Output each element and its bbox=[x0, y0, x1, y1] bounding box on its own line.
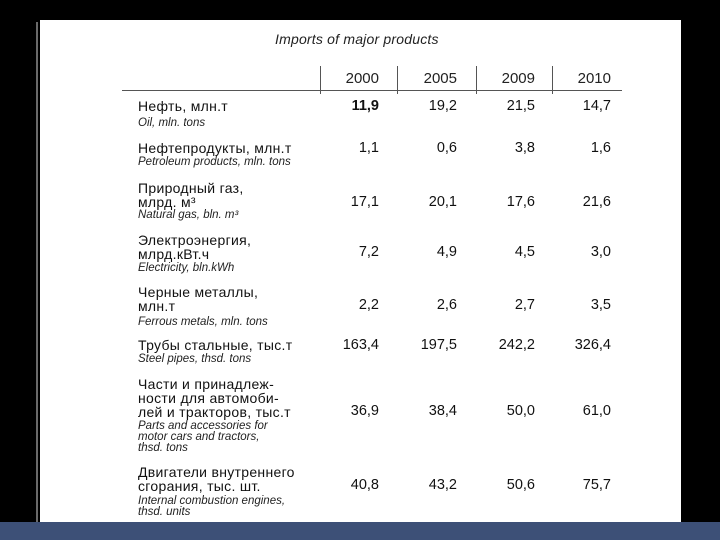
cell-2009: 2,7 bbox=[514, 297, 535, 313]
cell-2005: 0,6 bbox=[436, 140, 457, 156]
cell-2000: 2,2 bbox=[358, 297, 379, 313]
cell-2010: 75,7 bbox=[582, 477, 611, 493]
slide-left-accent bbox=[36, 22, 38, 522]
cell-2005: 20,1 bbox=[428, 194, 457, 210]
row-label-en: Oil, mln. tons bbox=[138, 117, 206, 129]
cell-2010: 21,6 bbox=[582, 194, 611, 210]
row-label-ru: Нефтепродукты, млн.т bbox=[138, 140, 292, 156]
row-label-en: Natural gas, bln. m³ bbox=[138, 209, 239, 221]
cell-2000: 163,4 bbox=[342, 337, 379, 353]
year-header-2010: 2010 bbox=[577, 70, 611, 87]
row-label-ru: Электроэнергия, bbox=[138, 232, 252, 248]
cell-2009: 242,2 bbox=[498, 337, 535, 353]
row-label-en: Steel pipes, thsd. tons bbox=[138, 353, 252, 365]
row-label-en: Petroleum products, mln. tons bbox=[138, 156, 291, 168]
row-label-ru: млрд. м³ bbox=[138, 194, 196, 210]
cell-2010: 14,7 bbox=[582, 98, 611, 114]
row-label-ru: Природный газ, bbox=[138, 180, 244, 196]
cell-2005: 197,5 bbox=[420, 337, 457, 353]
cell-2010: 326,4 bbox=[574, 337, 611, 353]
row-label-ru: млрд.кВт.ч bbox=[138, 246, 210, 262]
row-label-ru: сгорания, тыс. шт. bbox=[138, 478, 261, 494]
row-label-en: thsd. tons bbox=[138, 442, 188, 454]
cell-2010: 3,0 bbox=[590, 244, 611, 260]
row-label-ru: ности для автомоби- bbox=[138, 390, 280, 406]
cell-2005: 19,2 bbox=[428, 98, 457, 114]
cell-2009: 50,0 bbox=[506, 403, 535, 419]
row-label-ru: Части и принадлеж- bbox=[138, 376, 275, 392]
cell-2000: 1,1 bbox=[358, 140, 379, 156]
row-label-en: Parts and accessories for bbox=[138, 420, 268, 432]
cell-2009: 3,8 bbox=[514, 140, 535, 156]
row-label-en: Internal combustion engines, bbox=[138, 495, 286, 507]
cell-2005: 4,9 bbox=[436, 244, 457, 260]
cell-2010: 1,6 bbox=[590, 140, 611, 156]
cell-2009: 17,6 bbox=[506, 194, 535, 210]
row-label-ru: Двигатели внутреннего bbox=[138, 464, 295, 480]
table-title: Imports of major products bbox=[275, 31, 439, 47]
row-label-en: motor cars and tractors, bbox=[138, 431, 260, 443]
row-label-ru: Нефть, млн.т bbox=[138, 98, 229, 114]
cell-2005: 2,6 bbox=[436, 297, 457, 313]
year-header-2000: 2000 bbox=[345, 70, 379, 87]
cell-2010: 61,0 bbox=[582, 403, 611, 419]
cell-2009: 50,6 bbox=[506, 477, 535, 493]
year-header-2009: 2009 bbox=[501, 70, 535, 87]
cell-2005: 38,4 bbox=[428, 403, 457, 419]
cell-2000: 17,1 bbox=[350, 194, 379, 210]
header-underline bbox=[122, 90, 622, 91]
cell-2009: 4,5 bbox=[514, 244, 535, 260]
row-label-ru: лей и тракторов, тыс.т bbox=[138, 404, 291, 420]
slide-bottom-bar bbox=[0, 522, 720, 540]
cell-2000: 11,9 bbox=[351, 98, 379, 114]
cell-2010: 3,5 bbox=[590, 297, 611, 313]
cell-2000: 7,2 bbox=[358, 244, 379, 260]
row-label-ru: Черные металлы, bbox=[138, 284, 259, 300]
year-header-2005: 2005 bbox=[423, 70, 457, 87]
document-page bbox=[40, 20, 681, 522]
row-label-en: Electricity, bln.kWh bbox=[138, 262, 235, 274]
cell-2009: 21,5 bbox=[506, 98, 535, 114]
row-label-en: Ferrous metals, mln. tons bbox=[138, 316, 268, 328]
cell-2005: 43,2 bbox=[428, 477, 457, 493]
row-label-en: thsd. units bbox=[138, 506, 191, 518]
row-label-ru: млн.т bbox=[138, 298, 176, 314]
row-label-ru: Трубы стальные, тыс.т bbox=[138, 337, 293, 353]
cell-2000: 40,8 bbox=[350, 477, 379, 493]
cell-2000: 36,9 bbox=[350, 403, 379, 419]
